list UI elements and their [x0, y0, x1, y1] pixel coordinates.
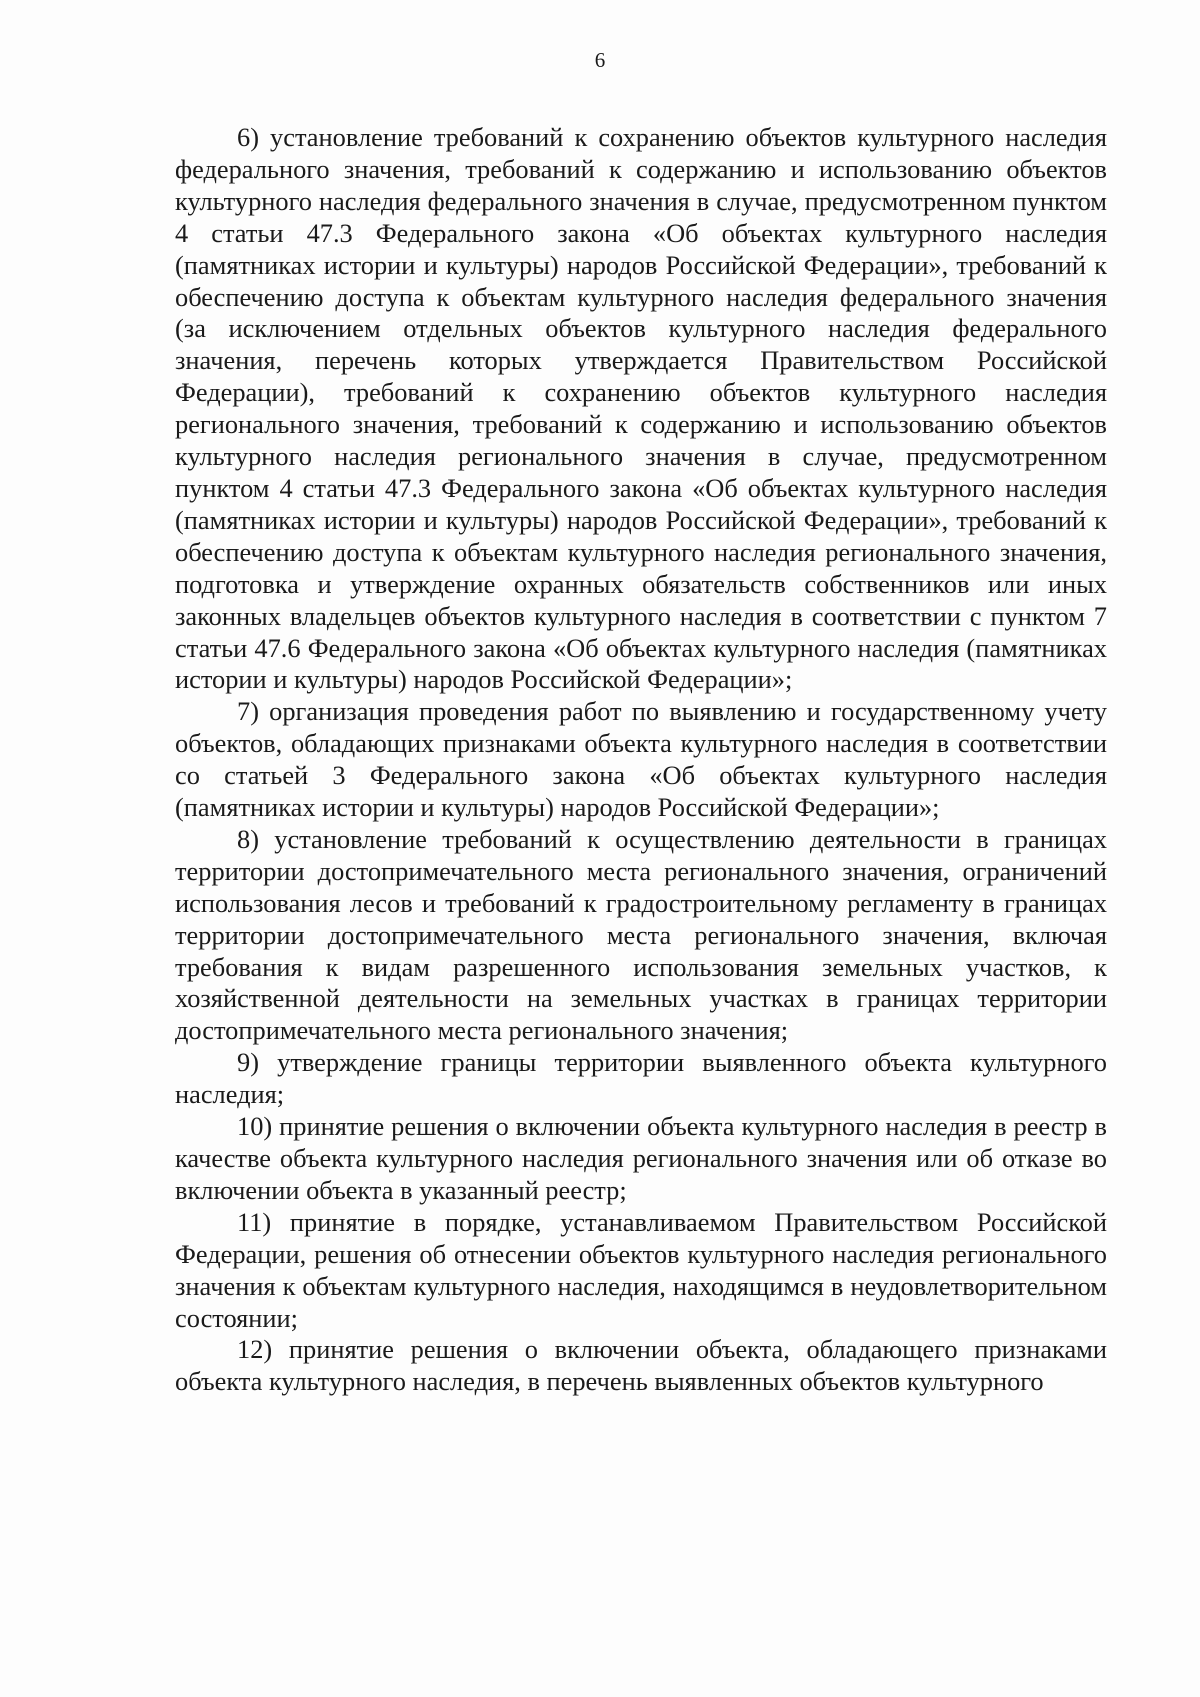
- paragraph-item-11: 11) принятие в порядке, устанавливаемом Правительством Российской Федерации, решения об отнесении объектов культурного наследия регионального значения к объектам культурного наследия, находящимся в неудовлетворительном состоянии;: [175, 1206, 1107, 1333]
- document-body: [175, 122, 1107, 1398]
- paragraph-item-12: 12) принятие решения о включении объекта, обладающего признаками объекта культурного наследия, в перечень выявленных объектов культурного: [175, 1334, 1107, 1397]
- paragraph-item-10: 10) принятие решения о включении объекта культурного наследия в реестр в качестве объекта культурного наследия регионального значения или об отказе во включении объекта в указанный реестр;: [175, 1111, 1107, 1205]
- paragraph-item-7: 7) организация проведения работ по выявлению и государственному учету объектов, обладающих признаками объекта культурного наследия в соответствии со статьей 3 Федерального закона «Об объектах культурного наследия (памятниках истории и культуры) народов Российской Федерации»;: [175, 696, 1107, 823]
- paragraph-item-8: 8) установление требований к осуществлению деятельности в границах территории достопримечательного места регионального значения, ограничений использования лесов и требований к градостроительному регламенту в границах территории достопримечательного места регионального значения, включая требования к видам разрешенного использования земельных участков, к хозяйственной деятельности на земельных участках в границах территории достопримечательного места регионального значения;: [175, 823, 1107, 1046]
- paragraph-item-6: 6) установление требований к сохранению объектов культурного наследия федерального значения, требований к содержанию и использованию объектов культурного наследия федерального значения в случае, предусмотренном пунктом 4 статьи 47.3 Федерального закона «Об объектах культурного наследия (памятниках истории и культуры) народов Российской Федерации», требований к обеспечению доступа к объектам культурного наследия федерального значения (за исключением отдельных объектов культурного наследия федерального значения, перечень которых утверждается Правительством Российской Федерации), требований к сохранению объектов культурного наследия регионального значения, требований к содержанию и использованию объектов культурного наследия регионального значения в случае, предусмотренном пунктом 4 статьи 47.3 Федерального закона «Об объектах культурного наследия (памятниках истории и культуры) народов Российской Федерации», требований к обеспечению доступа к объектам культурного наследия регионального значения, подготовка и утверждение охранных обязательств собственников или иных законных владельцев объектов культурного наследия в соответствии с пунктом 7 статьи 47.6 Федерального закона «Об объектах культурного наследия (памятниках истории и культуры) народов Российской Федерации»;: [175, 122, 1107, 695]
- paragraph-item-9: 9) утверждение границы территории выявленного объекта культурного наследия;: [175, 1047, 1107, 1110]
- page-number: 6: [594, 48, 606, 72]
